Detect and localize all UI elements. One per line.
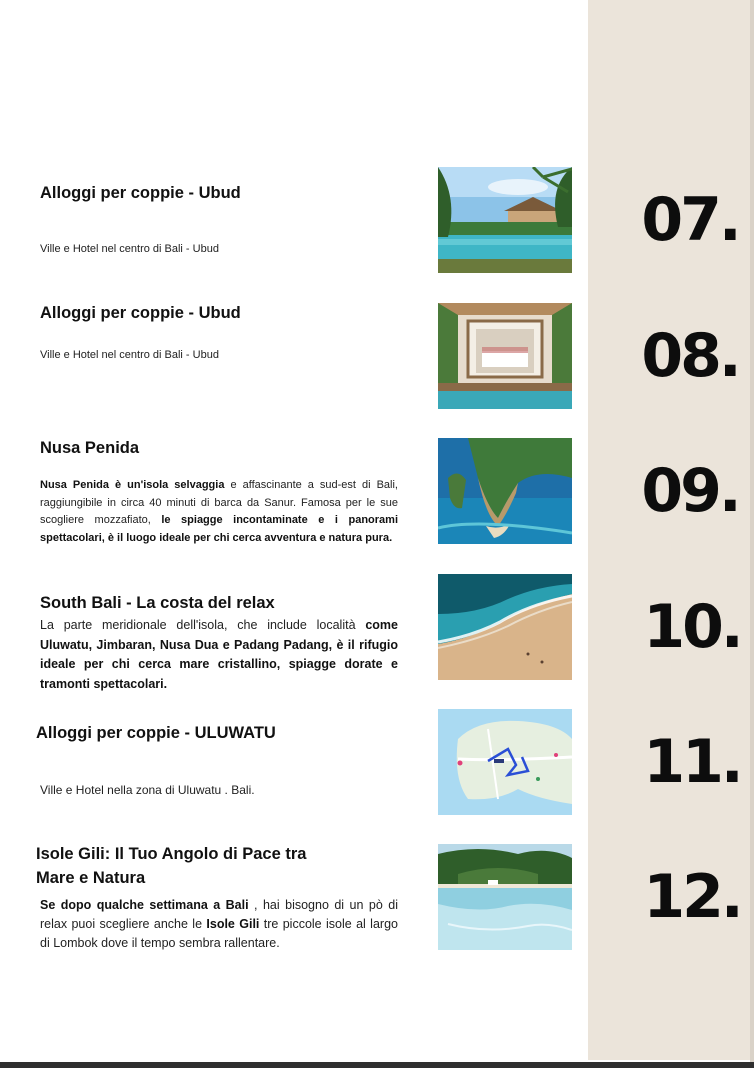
item-title: Alloggi per coppie - ULUWATU	[36, 724, 276, 742]
item-number: 07.	[641, 185, 739, 255]
item-description: Ville e Hotel nella zona di Uluwatu . Bali.	[40, 783, 255, 797]
item-description	[40, 896, 398, 953]
item-title: Alloggi per coppie - Ubud	[40, 184, 241, 202]
item-description	[40, 477, 398, 547]
item-description-bold: Se dopo qualche settimana a Bali	[40, 898, 249, 912]
item-title: Isole Gili: Il Tuo Angolo di Pace tra	[36, 845, 307, 863]
island-lagoon-image	[438, 844, 572, 950]
map-image	[438, 709, 572, 815]
item-title: Alloggi per coppie - Ubud	[40, 304, 241, 322]
item-description-bold: come Uluwatu, Jimbaran, Nusa Dua e Padang Padang, è il rifugio ideale per chi cerca mare cristallino, spiagge dorate e tramonti spettacolari.	[40, 618, 398, 691]
item-number: 12.	[643, 862, 741, 932]
item-description: Ville e Hotel nel centro di Bali - Ubud	[40, 349, 219, 361]
item-description-text: tre piccole isole al largo di Lombok dove il tempo sembra rallentare.	[40, 917, 398, 950]
bottom-bar	[0, 1062, 754, 1068]
item-number: 11.	[643, 727, 741, 797]
item-title: Nusa Penida	[40, 439, 140, 457]
item-description-bold: Nusa Penida è un'isola selvaggia	[40, 479, 225, 491]
item-description-text: , hai bisogno di un pò di relax puoi scegliere anche le	[40, 898, 398, 931]
item-description-text: e affascinante a sud-est di Bali, raggiungibile in circa 40 minuti di barca da Sanur. Famosa per le sue scogliere mozzafiato,	[40, 479, 398, 526]
item-description: Ville e Hotel nel centro di Bali - Ubud	[40, 243, 219, 255]
resort-pool-image	[438, 167, 572, 273]
item-number: 09.	[641, 456, 739, 526]
beach-aerial-image	[438, 574, 572, 680]
item-description-bold: Isole Gili	[206, 917, 260, 931]
villa-bedroom-image	[438, 303, 572, 409]
cliff-coast-image	[438, 438, 572, 544]
item-number: 10.	[643, 592, 741, 662]
item-description	[40, 616, 398, 694]
item-title: South Bali - La costa del relax	[40, 594, 275, 612]
item-number: 08.	[641, 321, 739, 391]
item-description-text: La parte meridionale dell'isola, che include località	[40, 618, 366, 632]
item-description-bold: le spiagge incontaminate e i panorami spettacolari, è il luogo ideale per chi cerca avventura e natura pura.	[40, 514, 398, 544]
item-title: Mare e Natura	[36, 869, 146, 887]
